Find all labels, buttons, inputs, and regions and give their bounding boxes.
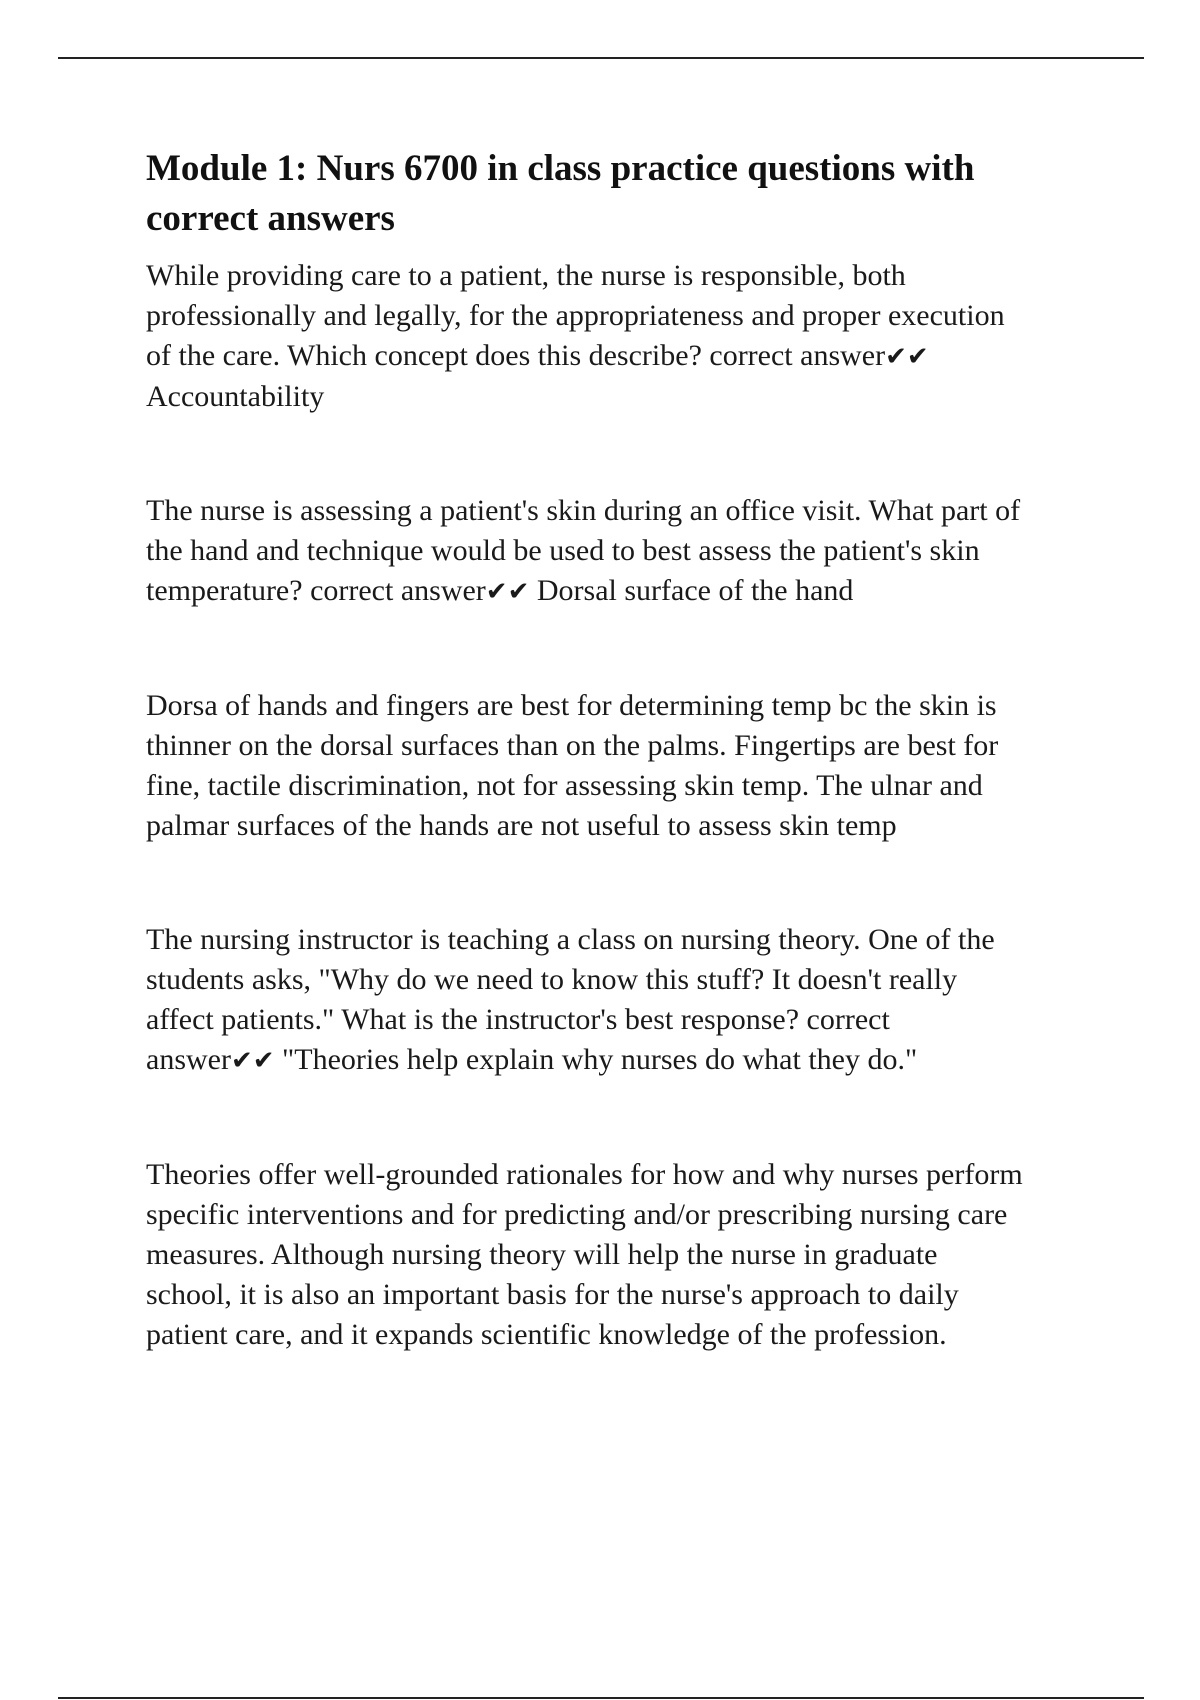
question-paragraph-3 [146, 920, 1106, 1081]
answer-checkmark-icon: ✔✔ [885, 342, 929, 372]
document-title [146, 144, 1106, 244]
answer-checkmark-icon: ✔✔ [230, 1046, 275, 1076]
question-text: The nurse is assessing a patient's skin during an office visit. What part of the hand and technique would be used to best assess the patient's skin temperature? correct answer [146, 494, 1021, 607]
rationale-paragraph-1: Dorsa of hands and fingers are best for determining temp bc the skin is thinner on the dorsal surfaces than on the palms. Fingertips are best for fine, tactile discrimination, not for assessing skin temp. The ulnar and palmar surfaces of the hands are not useful to assess skin temp [146, 689, 999, 842]
answer-checkmark-icon: ✔✔ [485, 577, 530, 607]
question-text: While providing care to a patient, the nurse is responsible, both professionally and legally, for the appropriateness and proper execution of the care. Which concept does this describe? correct answer [146, 259, 1005, 372]
question-paragraph-2 [146, 491, 1106, 612]
question-paragraph-1 [146, 256, 1106, 417]
document-body [146, 144, 1106, 1355]
top-divider [58, 57, 1144, 59]
question-text: The nursing instructor is teaching a class on nursing theory. One of the students asks, "Why do we need to know this stuff? It doesn't really affect patients." What is the instructor's best response? correct answer [146, 923, 995, 1076]
title-line-1: Module 1: Nurs 6700 in class practice questions with [146, 148, 975, 189]
answer-text: "Theories help explain why nurses do what they do." [274, 1043, 918, 1076]
answer-text: Dorsal surface of the hand [529, 574, 854, 607]
answer-text: Accountability [146, 380, 325, 413]
bottom-divider [58, 1697, 1144, 1699]
title-line-2: correct answers [146, 198, 395, 239]
rationale-paragraph-2: Theories offer well-grounded rationales for how and why nurses perform specific interventions and for predicting and/or prescribing nursing care measures. Although nursing theory will help the nurse in graduate school, it is also an important basis for the nurse's approach to daily patient care, and it expands scientific knowledge of the profession. [146, 1158, 1023, 1351]
